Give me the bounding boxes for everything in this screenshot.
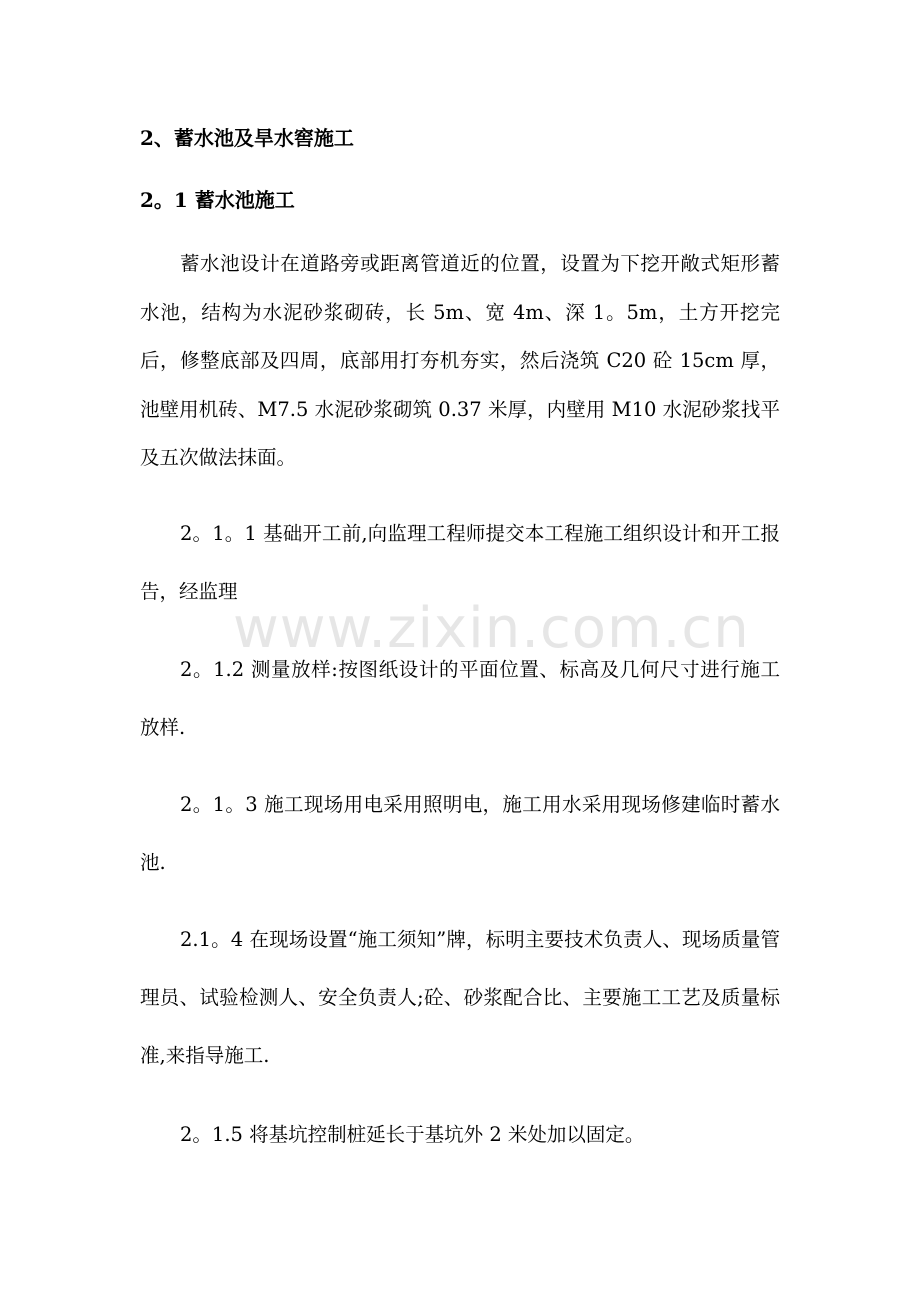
paragraph-2-1-2: 2。1.2 测量放样:按图纸设计的平面位置、标高及几何尺寸进行施工放样. <box>140 658 780 739</box>
section-heading: 2、蓄水池及旱水窖施工 <box>140 126 354 150</box>
paragraph-2-1-5: 2。1.5 将基坑控制桩延长于基坑外 2 米处加以固定。 <box>180 1123 645 1146</box>
subsection-heading: 2。1 蓄水池施工 <box>140 188 295 212</box>
paragraph-pool-design: 蓄水池设计在道路旁或距离管道近的位置，设置为下挖开敞式矩形蓄水池，结构为水泥砂浆砌砖，长 5m、宽 4m、深 1。5m，土方开挖完后，修整底部及四周，底部用打夯机夯实，然后浇筑 C20 砼 15cm 厚，池壁用机砖、M7.5 水泥砂浆砌筑 0.37 米厚，内壁用 M10 水泥砂浆找平及五次做法抹面。 <box>140 252 780 469</box>
paragraph-2-1-3: 2。1。3 施工现场用电采用照明电，施工用水采用现场修建临时蓄水池. <box>140 793 780 874</box>
paragraph-2-1-4: 2.1。4 在现场设置“施工须知”牌，标明主要技术负责人、现场质量管理员、试验检测人、安全负责人;砼、砂浆配合比、主要施工工艺及质量标准,来指导施工. <box>140 928 780 1067</box>
paragraph-2-1-1: 2。1。1 基础开工前,向监理工程师提交本工程施工组织设计和开工报告，经监理 <box>140 522 780 603</box>
watermark-text: www.zixin.com.cn <box>233 596 750 661</box>
